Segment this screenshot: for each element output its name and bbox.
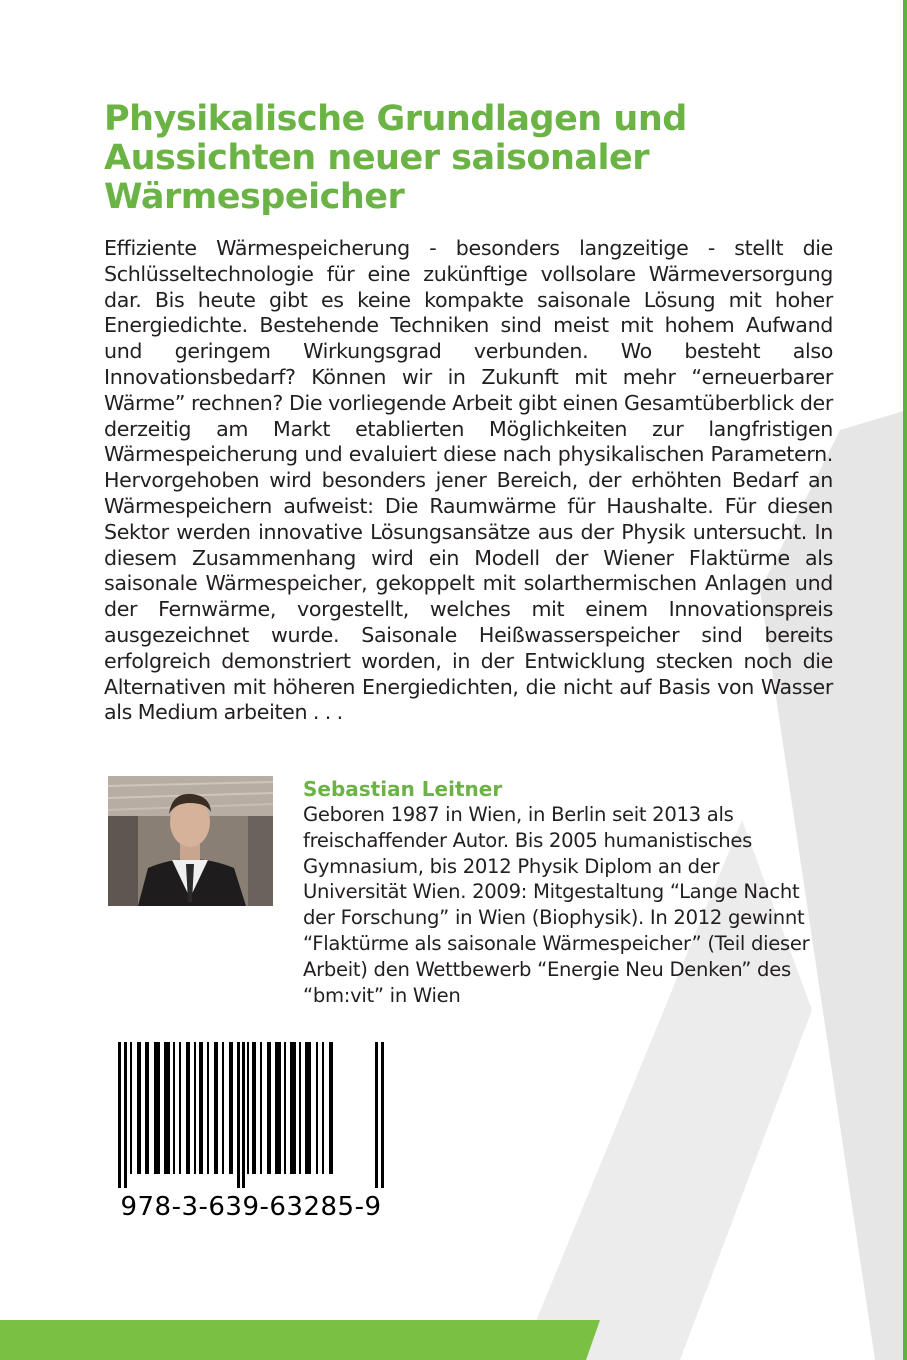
barcode-bar xyxy=(164,1042,170,1174)
barcode-bar xyxy=(260,1042,262,1174)
barcode-bar xyxy=(252,1042,256,1174)
barcode-bar xyxy=(124,1042,127,1188)
barcode-bar xyxy=(322,1042,324,1174)
barcode-bar xyxy=(267,1042,271,1174)
barcode-bar xyxy=(237,1042,240,1188)
author-photo xyxy=(108,776,273,906)
author-bio: Geboren 1987 in Wien, in Berlin seit 2013 als freischaffender Autor. Bis 2005 humanistisches Gymnasium, bis 2012 Physik Diplom an der Universität Wien. 2009: Mitgestaltung “Lange Nacht der Forschung” in Wien (Biophysik). In 2012 gewinnt “Flaktürme als saisonale Wärmespeicher” (Teil dieser Arbeit) den Wettbewerb “Energie Neu Denken” des “bm:vit” in Wien xyxy=(303,803,810,1007)
isbn-number: 978-3-639-63285-9 xyxy=(120,1192,382,1222)
barcode-bar xyxy=(316,1042,318,1174)
barcode-bar xyxy=(375,1042,378,1188)
barcode-bar xyxy=(137,1042,141,1174)
barcode-bar xyxy=(284,1042,286,1174)
barcode-bar xyxy=(381,1042,384,1188)
barcode-bar xyxy=(173,1042,175,1174)
barcode-bar xyxy=(222,1042,224,1174)
book-title: Physikalische Grundlagen und Aussichten neuer saisonaler Wärmespeicher xyxy=(104,99,687,217)
barcode-bar xyxy=(145,1042,149,1174)
barcode-bar xyxy=(290,1042,296,1174)
barcode-bars xyxy=(118,1042,384,1188)
barcode-bar xyxy=(179,1042,181,1174)
author-name: Sebastian Leitner xyxy=(303,777,503,801)
barcode-bar xyxy=(130,1042,132,1174)
barcode-bar xyxy=(194,1042,196,1174)
barcode-bar xyxy=(305,1042,311,1174)
barcode-bar xyxy=(186,1042,190,1174)
barcode-bar xyxy=(154,1042,160,1174)
barcode-bar xyxy=(299,1042,301,1174)
barcode-bar xyxy=(329,1042,333,1174)
right-edge-rule xyxy=(903,0,907,1360)
isbn-barcode xyxy=(101,1030,401,1230)
barcode-bar xyxy=(214,1042,218,1174)
book-description: Effiziente Wärmespeicherung - besonders langzeitige - stellt die Schlüsseltechnologie für eine zukünftige vollsolare Wärmeversorgung dar. Bis heute gibt es keine kompakte saisonale Lösung mit hoher Energiedichte. Bestehende Techniken sind meist mit hohem Aufwand und geringem Wirkungsgrad verbunden. Wo besteht also Innovationsbedarf? Können wir in Zukunft mit mehr “erneuerbarer Wärme” rechnen? Die vorliegende Arbeit gibt einen Gesamtüberblick der derzeitig am Markt etablierten Möglichkeiten zur langfristigen Wärmespeicherung und evaluiert diese nach physikalischen Parametern. Hervorgehoben wird besonders jener Bereich, der erhöhten Bedarf an Wärmespeichern aufweist: Die Raumwärme für Haushalte. Für diesen Sektor werden innovative Lösungsansätze aus der Physik untersucht. In diesem Zusammenhang wird ein Modell der Wiener Flaktürme als saisonale Wärmespeicher, gekoppelt mit solarthermischen Anlagen und der Fernwärme, vorgestellt, welches mit einem Innovationspreis ausgezeichnet wurde. Saisonale Heißwasserspeicher sind bereits erfolgreich demonstriert worden, in der Entwicklung stecken noch die Alternativen mit höheren Energiedichten, die nicht auf Basis von Wasser als Medium arbeiten . . . xyxy=(104,236,833,725)
barcode-bar xyxy=(118,1042,121,1188)
barcode-bar xyxy=(207,1042,209,1174)
barcode-bar xyxy=(275,1042,281,1174)
barcode-bar xyxy=(199,1042,203,1174)
bottom-green-stripe xyxy=(0,1320,600,1360)
barcode-bar xyxy=(242,1042,245,1188)
barcode-bar xyxy=(247,1042,249,1174)
barcode-bar xyxy=(229,1042,233,1174)
